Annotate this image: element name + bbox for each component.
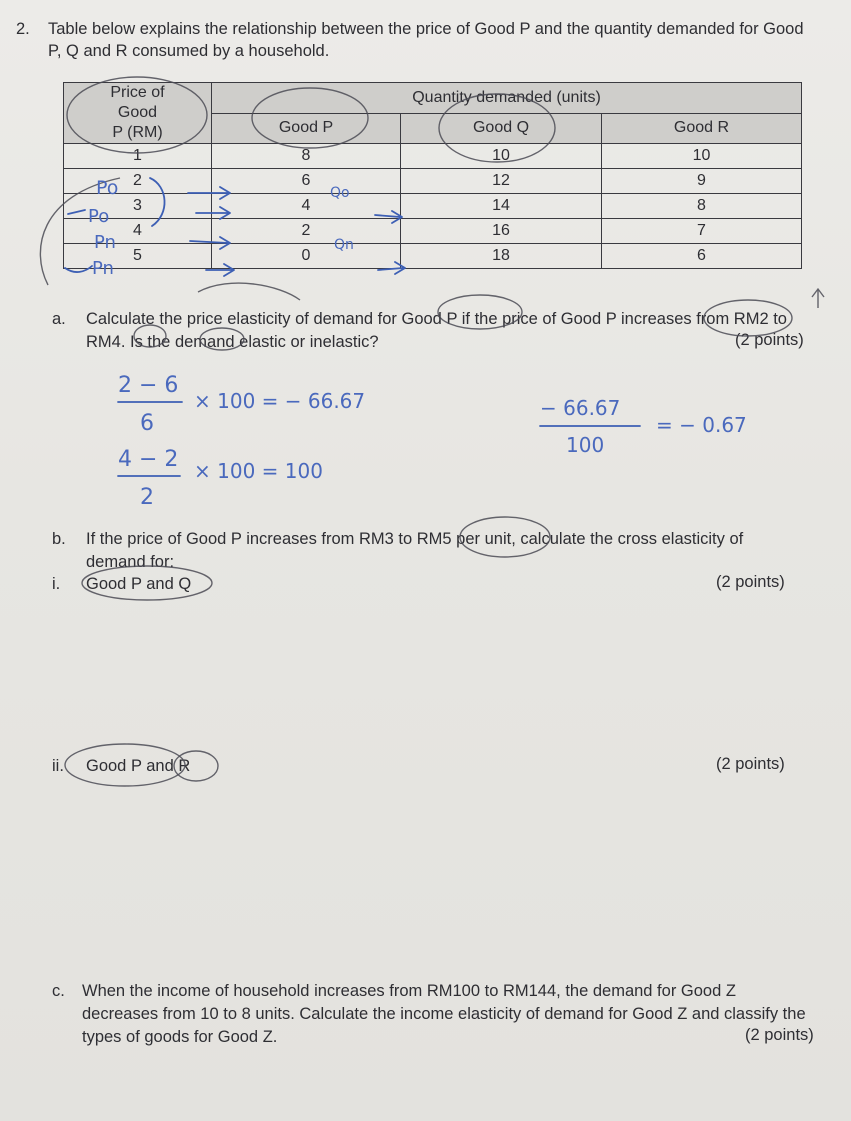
good-q-cell: 14 (401, 194, 602, 219)
good-p-cell: 2 (212, 219, 401, 244)
hw-label-po: Po (88, 206, 110, 227)
hw-brace (150, 178, 165, 226)
hw-arrow-right (206, 264, 234, 276)
hw-tick (68, 210, 85, 214)
hw-arrow-right (375, 211, 402, 223)
good-p-cell: 8 (212, 144, 401, 169)
hw-calc2-denominator: 2 (140, 485, 154, 510)
quantity-header: Quantity demanded (units) (212, 83, 802, 114)
good-r-cell: 10 (602, 144, 802, 169)
pencil-circle-good-p-a (438, 295, 522, 329)
part-a-text: Calculate the price elasticity of demand for Good P if the price of Good P increases from RM2 to RM4. Is the demand elastic or inelastic? (86, 310, 787, 351)
part-b-ii-label: ii. (52, 757, 64, 775)
pencil-up-arrow (812, 289, 824, 308)
good-p-cell: 0 (212, 244, 401, 269)
hw-calc1-denominator: 6 (140, 411, 154, 436)
part-b-i-text: Good P and Q (86, 575, 192, 593)
part-c-label: c. (52, 982, 65, 1000)
hw-label-pn: Pn (94, 232, 116, 253)
good-r-cell: 8 (602, 194, 802, 219)
pencil-circle-rm3 (460, 517, 550, 557)
good-q-cell: 10 (401, 144, 602, 169)
question-number: 2. (16, 20, 30, 38)
pencil-circle-good-p-q (82, 566, 212, 600)
good-q-cell: 12 (401, 169, 602, 194)
good-r-header: Good R (602, 113, 802, 144)
price-header-line: Good (117, 104, 158, 121)
hw-calc3-result: = − 0.67 (656, 413, 747, 437)
pencil-circle-rm2 (134, 325, 166, 347)
part-b-text: If the price of Good P increases from RM3 to RM5 per unit, calculate the cross elasticity of demand for: (86, 530, 744, 571)
part-c-points: (2 points) (745, 1026, 814, 1044)
pencil-circle-good-p (252, 88, 368, 148)
good-q-cell: 16 (401, 219, 602, 244)
good-r-cell: 9 (602, 169, 802, 194)
hw-calc3-numerator: − 66.67 (540, 396, 621, 420)
good-p-cell: 6 (212, 169, 401, 194)
part-b-i-label: i. (52, 575, 61, 593)
price-header-line: P (RM) (112, 124, 163, 141)
pencil-stroke (198, 283, 300, 300)
good-p-header: Good P (212, 113, 401, 144)
part-b-ii-text: Good P and R (86, 757, 191, 775)
good-p-cell: 4 (212, 194, 401, 219)
price-cell: 3 (64, 194, 212, 219)
hw-label-qn: Qn (334, 237, 354, 253)
part-a-points: (2 points) (735, 331, 804, 349)
good-r-cell: 6 (602, 244, 802, 269)
part-b-i-points: (2 points) (716, 573, 785, 591)
part-c-text: When the income of household increases from RM100 to RM144, the demand for Good Z decreases from 10 to 8 units. Calculate the income elasticity of demand for Good Z and classify the types of goods for Good Z. (82, 982, 806, 1046)
hw-tick (65, 266, 92, 272)
hw-calc1-numerator: 2 − 6 (118, 373, 179, 398)
pencil-circle-good-p-r (65, 744, 185, 786)
price-cell: 5 (64, 244, 212, 269)
hw-calc1-result: × 100 = − 66.67 (194, 389, 366, 413)
hw-label-qo: Qo (330, 185, 350, 201)
price-header-line: Price of (110, 84, 165, 101)
part-b-label: b. (52, 530, 66, 548)
pencil-circle-price (67, 77, 207, 153)
question-intro: Table below explains the relationship between the price of Good P and the quantity demanded for Good P, Q and R consumed by a household. (48, 20, 804, 60)
part-a-label: a. (52, 310, 66, 328)
pencil-circle-rm4 (200, 328, 244, 350)
hw-arrow-right (378, 262, 405, 274)
hw-calc2-result: × 100 = 100 (194, 459, 323, 483)
hw-calc3-denominator: 100 (566, 433, 605, 457)
part-b-ii-points: (2 points) (716, 755, 785, 773)
hw-arrow-right (196, 207, 230, 219)
good-q-header: Good Q (401, 113, 602, 144)
hw-arrow-right (188, 187, 230, 199)
pencil-circle-r (174, 751, 218, 781)
pencil-circle-increases (704, 300, 792, 336)
price-cell: 1 (64, 144, 212, 169)
price-cell: 2 (64, 169, 212, 194)
hw-label-pn: Pn (92, 258, 114, 279)
pencil-circle-good-q (439, 94, 555, 162)
price-cell: 4 (64, 219, 212, 244)
hw-calc2-numerator: 4 − 2 (118, 447, 179, 472)
good-r-cell: 7 (602, 219, 802, 244)
hw-label-po: Po (96, 177, 119, 199)
good-q-cell: 18 (401, 244, 602, 269)
hw-arrow-right (190, 237, 230, 249)
